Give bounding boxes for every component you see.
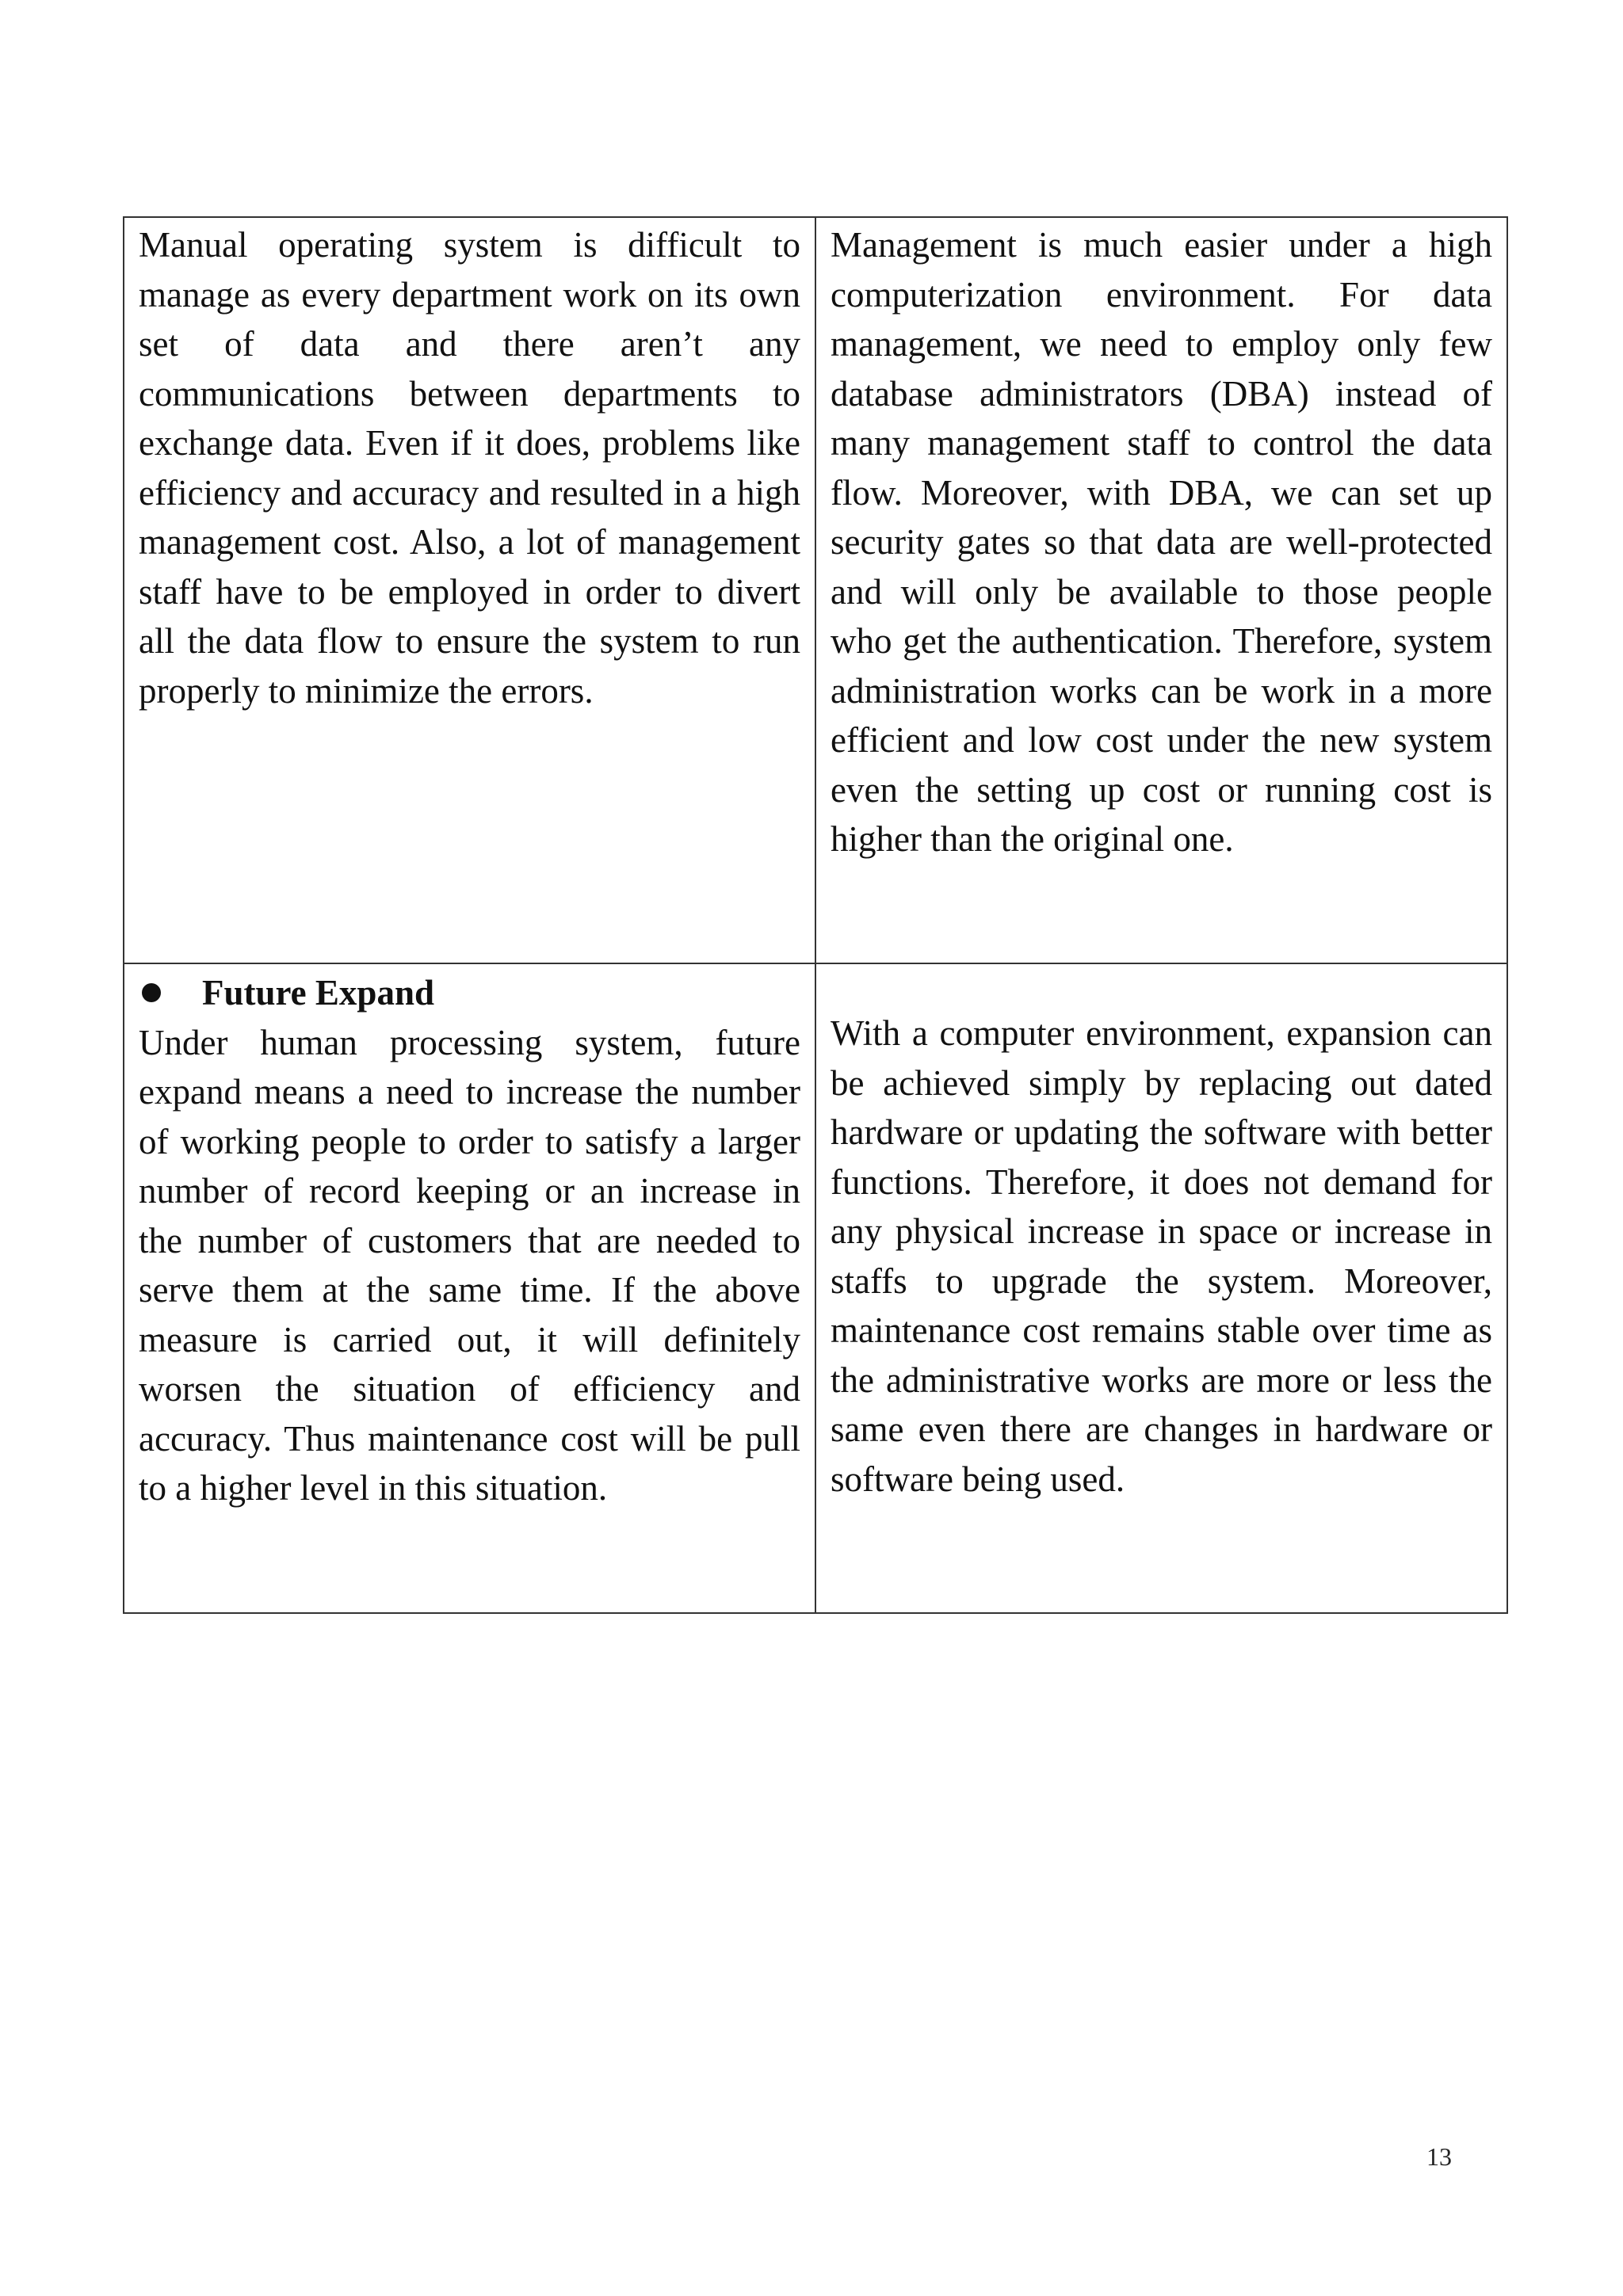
table-row <box>124 217 1507 963</box>
page-number: 13 <box>1426 2142 1452 2171</box>
manual-system-cell <box>124 217 815 963</box>
section-heading-label: Future Expand <box>202 973 435 1013</box>
manual-system-cell <box>124 963 815 1613</box>
computer-system-cell <box>815 217 1507 963</box>
table-row <box>124 963 1507 1613</box>
manual-system-text: Manual operating system is difficult to manage as every department work on its own set of data and there aren’t any communications between departments to exchange data. Even if it does, problems like efficiency and accuracy and resulted in a high management cost. Also, a lot of management staff have to be employed in order to divert all the data flow to ensure the system to run properly to minimize the errors. <box>139 225 800 711</box>
computer-system-text: Management is much easier under a high computerization environment. For data management, we need to employ only few database administrators (DBA) instead of many management staff to control the data flow. Moreover, with DBA, we can set up security gates so that data are well-protected and will only be available to those people who get the authentication. Therefore, system administration works can be work in a more efficient and low cost under the new system even the setting up cost or running cost is higher than the original one. <box>831 225 1492 859</box>
computer-system-text: With a computer environment, expansion can be achieved simply by replacing out dated hardware or updating the software with better functions. Therefore, it does not demand for any physical increase in space or increase in staffs to upgrade the system. Moreover, maintenance cost remains stable over time as the administrative works are more or less the same even there are changes in hardware or software being used. <box>831 1013 1492 1499</box>
computer-system-cell <box>815 963 1507 1613</box>
bullet-icon <box>142 983 161 1002</box>
comparison-table <box>123 216 1508 1614</box>
section-heading <box>139 968 800 1018</box>
manual-system-text: Under human processing system, future expand means a need to increase the number of working people to order to satisfy a larger number of record keeping or an increase in the number of customers that are needed to serve them at the same time. If the above measure is carried out, it will definitely worsen the situation of efficiency and accuracy. Thus maintenance cost will be pull to a higher level in this situation. <box>139 1022 800 1508</box>
